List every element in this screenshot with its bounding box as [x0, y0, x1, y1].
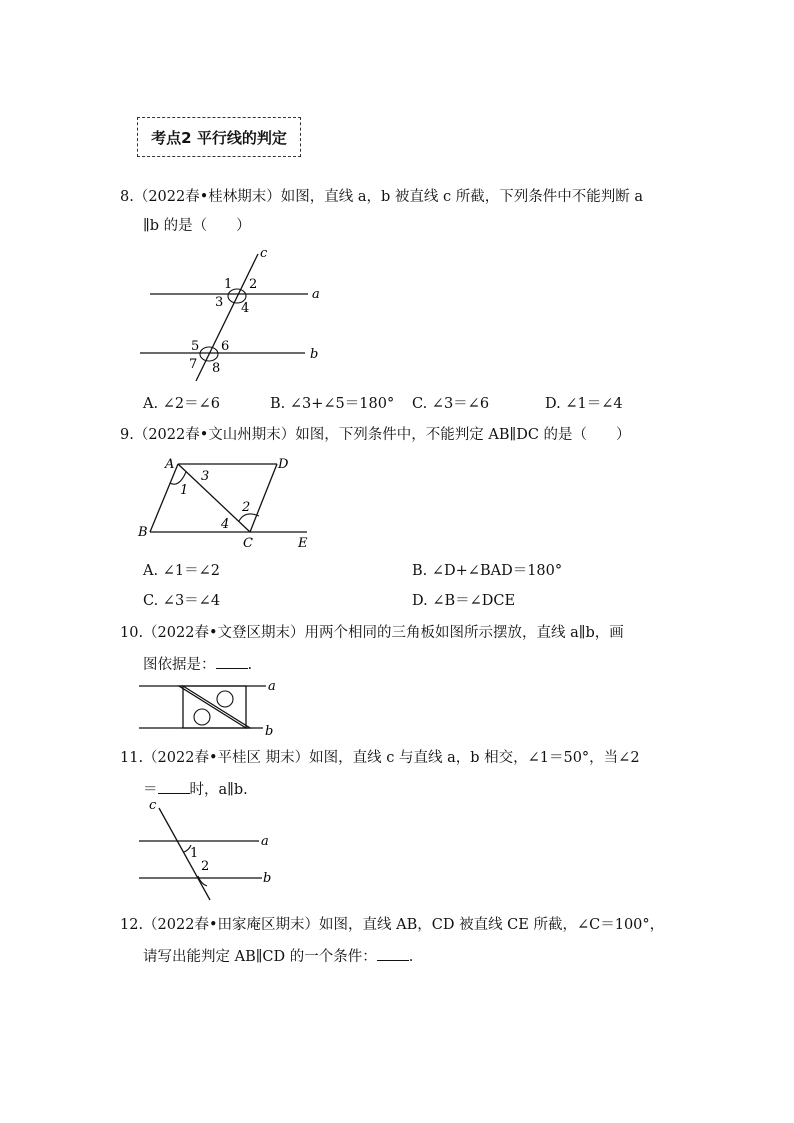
q8-angle-2: 2: [249, 277, 258, 292]
q11-angle-2: 2: [201, 859, 210, 874]
q8-figure: [130, 240, 340, 385]
q8-option-d: D. ∠1＝∠4: [545, 396, 623, 412]
q9-label-D: D: [278, 457, 289, 472]
q9-label-C: C: [243, 536, 253, 550]
q9-label-B: B: [138, 525, 148, 540]
q10-text-line2: [143, 654, 252, 675]
q9-text-line1: 9.（2022春•文山州期末）如图，下列条件中，不能判定 AB∥DC 的是（ ）: [120, 427, 631, 443]
q9-angle-3: 3: [201, 469, 210, 484]
q10-answer-blank[interactable]: [216, 654, 248, 669]
q8-angle-7: 7: [189, 357, 198, 372]
q11-text-line1: 11.（2022春•平桂区 期末）如图，直线 c 与直线 a，b 相交，∠1＝50°，当∠2: [120, 750, 640, 766]
q11-angle-1: 1: [190, 846, 199, 861]
q12-text-line1: 12.（2022春•田家庵区期末）如图，直线 AB，CD 被直线 CE 所截，∠C＝100°，: [120, 917, 665, 933]
q8-angle-1: 1: [224, 277, 233, 292]
q11-text-line2-start: ＝: [143, 782, 158, 798]
q9-label-A: A: [165, 457, 175, 472]
q11-label-c: c: [149, 798, 157, 813]
q11-label-b: b: [263, 871, 272, 886]
q10-label-a: a: [268, 679, 276, 694]
q9-option-a: A. ∠1＝∠2: [143, 563, 220, 579]
q8-text-line1: 8.（2022春•桂林期末）如图，直线 a，b 被直线 c 所截，下列条件中不能判断 a: [120, 189, 644, 205]
q10-text-line2-start: 图依据是：: [143, 657, 216, 673]
q8-angle-8: 8: [212, 361, 221, 376]
q8-label-b: b: [310, 347, 319, 362]
q8-label-c: c: [260, 246, 268, 261]
q8-angle-5: 5: [191, 339, 200, 354]
q9-option-c: C. ∠3＝∠4: [143, 593, 221, 609]
q8-option-a: A. ∠2＝∠6: [143, 396, 220, 412]
q8-label-a: a: [312, 287, 320, 302]
q8-angle-6: 6: [221, 339, 230, 354]
q11-text-line2-end: 时，a∥b.: [189, 782, 248, 798]
q9-label-E: E: [298, 536, 308, 550]
q9-angle-4: 4: [221, 517, 230, 532]
q8-angle-3: 3: [215, 295, 224, 310]
q9-option-d: D. ∠B＝∠DCE: [412, 593, 516, 609]
q12-text-line2: [143, 946, 413, 967]
q9-angle-2: 2: [242, 500, 251, 515]
q8-option-b: B. ∠3+∠5＝180°: [270, 396, 395, 412]
q10-label-b: b: [265, 724, 274, 738]
q11-answer-blank[interactable]: [158, 779, 190, 794]
q12-answer-blank[interactable]: [377, 946, 409, 961]
q8-option-c: C. ∠3＝∠6: [412, 396, 490, 412]
q12-text-line2-end: .: [408, 949, 414, 965]
q10-text-line2-end: .: [247, 657, 253, 673]
q11-label-a: a: [261, 834, 269, 849]
q9-option-b: B. ∠D+∠BAD＝180°: [412, 563, 563, 579]
q10-figure: [135, 676, 280, 738]
q12-text-line2-start: 请写出能判定 AB∥CD 的一个条件：: [143, 949, 377, 965]
q10-text-line1: 10.（2022春•文登区期末）用两个相同的三角板如图所示摆放，直线 a∥b，画: [120, 625, 624, 641]
q8-angle-4: 4: [241, 301, 250, 316]
section-title: 考点2 平行线的判定: [137, 117, 301, 157]
q11-figure: [135, 798, 280, 908]
q11-text-line2: [143, 779, 248, 800]
q9-angle-1: 1: [180, 483, 189, 498]
q8-text-line2: ∥b 的是（ ）: [143, 218, 251, 234]
q9-figure: [135, 450, 320, 550]
